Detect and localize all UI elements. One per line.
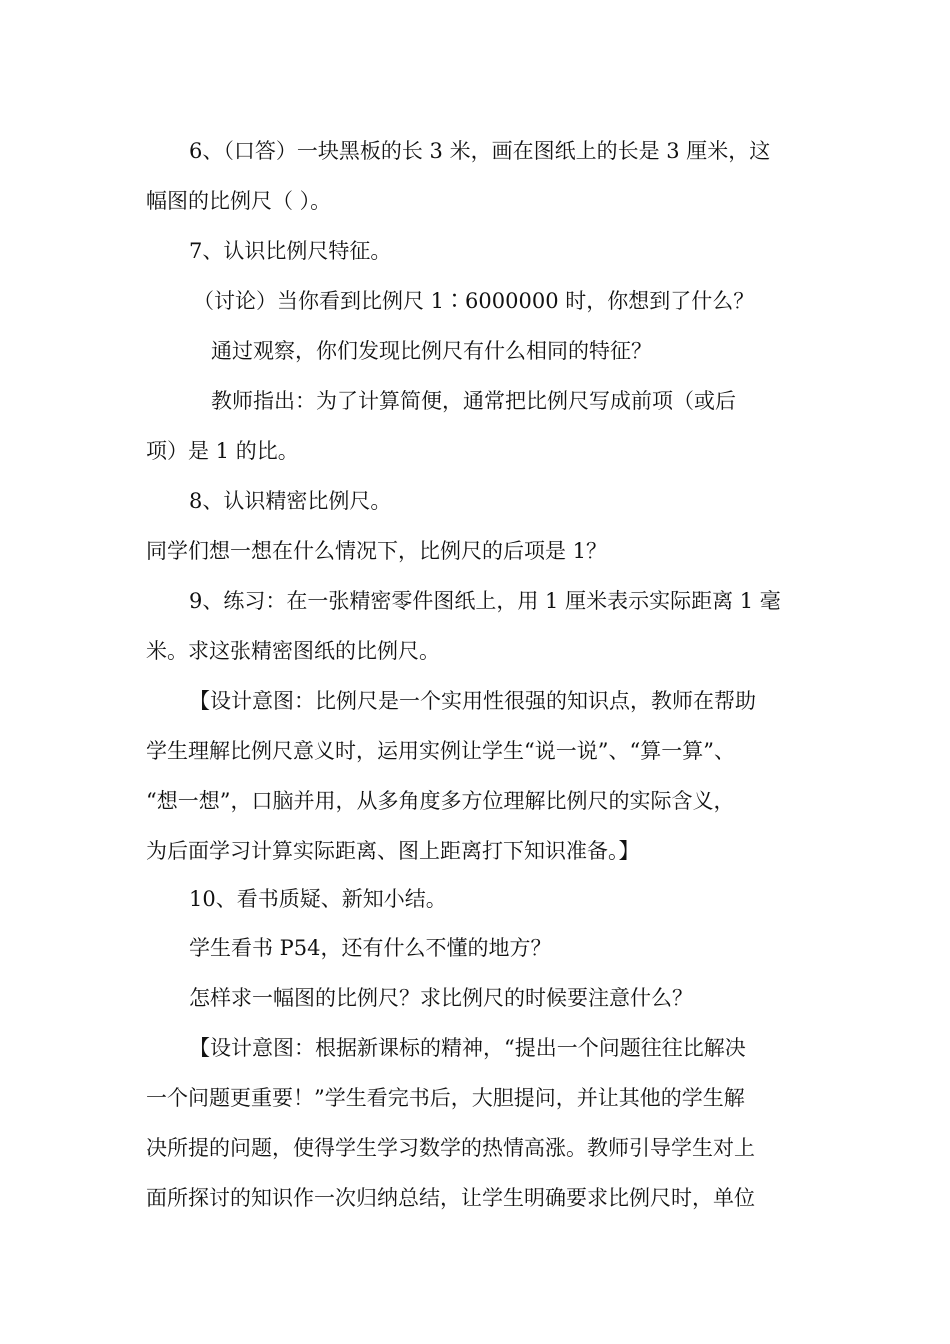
paragraph-line: 9、练习：在一张精密零件图纸上，用 1 厘米表示实际距离 1 毫	[189, 589, 781, 613]
paragraph-line: 米。求这张精密图纸的比例尺。	[146, 639, 440, 663]
paragraph-line: 7、认识比例尺特征。	[189, 239, 392, 263]
paragraph-line: 怎样求一幅图的比例尺？求比例尺的时候要注意什么？	[189, 986, 693, 1010]
paragraph-line: 一个问题更重要！”学生看完书后，大胆提问，并让其他的学生解	[146, 1086, 745, 1110]
paragraph-line: （讨论）当你看到比例尺 1∶6000000 时，你想到了什么？	[193, 289, 755, 313]
paragraph-line: 为后面学习计算实际距离、图上距离打下知识准备。】	[146, 839, 640, 863]
paragraph-line: 学生理解比例尺意义时，运用实例让学生“说一说”、“算一算”、	[146, 739, 735, 763]
paragraph-line: 【设计意图：根据新课标的精神，“提出一个问题往往比解决	[189, 1036, 746, 1060]
paragraph-line: 6、（口答）一块黑板的长 3 米，画在图纸上的长是 3 厘米，这	[189, 139, 771, 163]
paragraph-line: 项）是 1 的比。	[146, 439, 299, 463]
paragraph-line: 幅图的比例尺（ ）。	[146, 189, 332, 213]
paragraph-line: 面所探讨的知识作一次归纳总结，让学生明确要求比例尺时，单位	[146, 1186, 755, 1210]
paragraph-line: 教师指出：为了计算简便，通常把比例尺写成前项（或后	[211, 389, 736, 413]
paragraph-line: 同学们想一想在什么情况下，比例尺的后项是 1？	[146, 539, 608, 563]
paragraph-line: 决所提的问题，使得学生学习数学的热情高涨。教师引导学生对上	[146, 1136, 755, 1160]
paragraph-line: “想一想”，口脑并用，从多角度多方位理解比例尺的实际含义，	[146, 789, 735, 813]
paragraph-line: 学生看书 P54，还有什么不懂的地方？	[189, 936, 552, 960]
paragraph-line: 通过观察，你们发现比例尺有什么相同的特征？	[211, 339, 652, 363]
paragraph-line: 8、认识精密比例尺。	[189, 489, 392, 513]
paragraph-line: 10、看书质疑、新知小结。	[189, 887, 447, 911]
paragraph-line: 【设计意图：比例尺是一个实用性很强的知识点，教师在帮助	[189, 689, 756, 713]
